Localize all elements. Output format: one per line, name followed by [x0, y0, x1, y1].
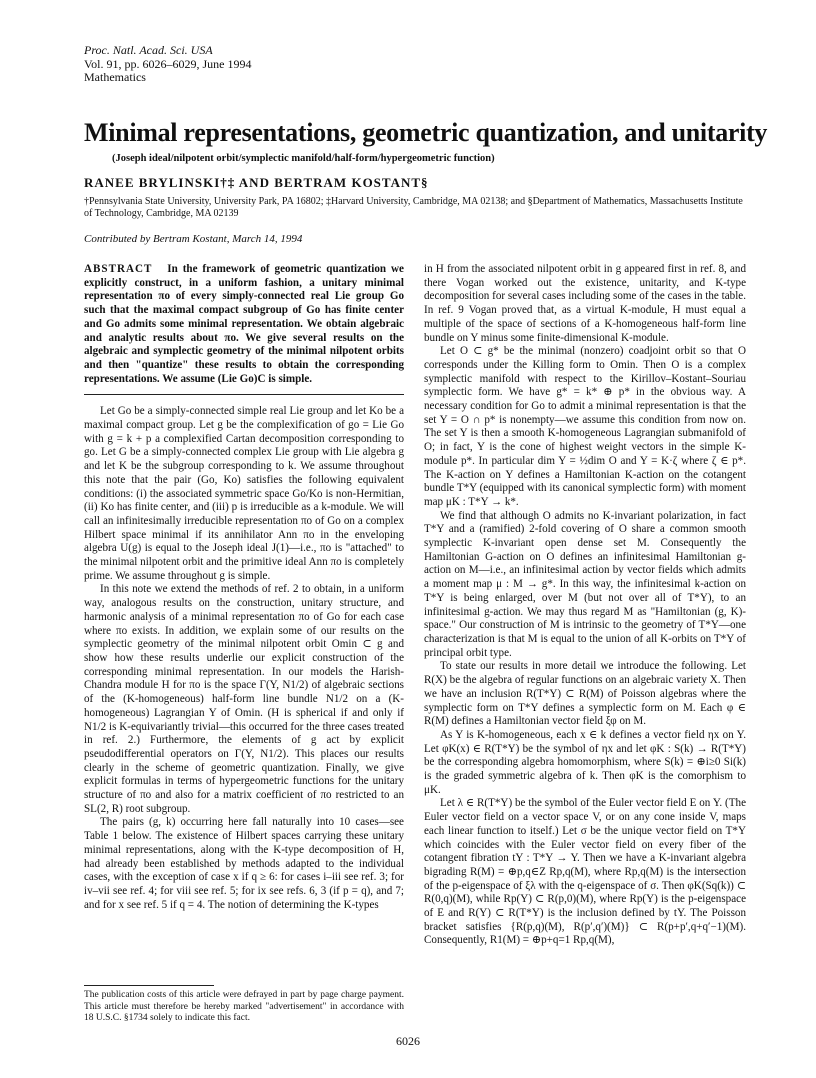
body-paragraph: Let λ ∈ R(T*Y) be the symbol of the Euler vector field E on Y. (The Euler vector field on a vector space V, or on any cone inside V, maps each linear function to itself.) Let σ be the unique vector field on T*Y which coincides with the Euler vector field on every fiber of the cotangent fibration tY : T*Y → Y. Then we have a K-invariant algebra bigrading R(M) = ⊕p,q∈Z Rp,q(M), where Rp,q(M) is the intersection of the p-eigenspace of ξλ with the q-eigenspace of σ. Then φK(Sq(k)) ⊂ R(0,q)(M), while Rp(Y) ⊂ R(p,0)(M), where Rp(Y) is the p-eigenspace of E and R(Y) ⊂ R(T*Y) is the inclusion defined by tY. The Poisson bracket satisfies {R(p,q)(M), R(p′,q′)(M)} ⊂ R(p+p′,q+q′−1)(M). Consequently, R1(M) = ⊕p+q=1 Rp,q(M),: [424, 797, 746, 947]
body-paragraph: Let O ⊂ g* be the minimal (nonzero) coadjoint orbit so that O corresponds under the Killing form to Omin. Then O is a complex symplectic manifold with respect to the Kirillov–Kostant–Souriau symplectic form. We have g* = k* ⊕ p* in the obvious way. A necessary condition for Go to admit a minimal representation is that the set Y = O ∩ p* is nonempty—we assume this condition from now on. The set Y is then a smooth K-homogeneous Lagrangian submanifold of O; in fact, Y is the cone of highest weight vectors in the simple K-module p*. In particular dim Y = ½dim O and Y = K·ζ where ζ ∈ p*. The K-action on Y defines a Hamiltonian K-action on the cotangent bundle T*Y (equipped with its canonical symplectic form) with moment map μK : T*Y → k*.: [424, 345, 746, 508]
abstract: [84, 263, 404, 386]
affiliations: †Pennsylvania State University, University Park, PA 16802; ‡Harvard University, Cambridge, MA 02138; and §Department of Mathematics, Massachusetts Institute of Technology, Cambridge, MA 02139: [84, 196, 743, 219]
contributed-line: Contributed by Bertram Kostant, March 14, 1994: [84, 233, 303, 245]
abstract-text: In the framework of geometric quantization we explicitly construct, in a uniform fashion, a unitary minimal representation πo of every simply-connected real Lie group Go such that the maximal compact subgroup of Go has finite center and Go admits some minimal representation. We obtain algebraic and analytic results about πo. We give several results on the algebraic and symplectic geometry of the minimal nilpotent orbits and then "quantize" these results to obtain the corresponding representations. We assume (Lie Go)C is simple.: [84, 263, 404, 385]
journal-volume: Vol. 91, pp. 6026–6029, June 1994: [84, 56, 252, 71]
abstract-label: ABSTRACT: [84, 263, 153, 275]
footnote-divider: [84, 985, 214, 986]
journal-section: Mathematics: [84, 70, 146, 84]
body-paragraph: The pairs (g, k) occurring here fall naturally into 10 cases—see Table 1 below. The existence of Hilbert spaces carrying these unitary minimal representations, along with the K-type decomposition of H, had already been established by methods adapted to the individual cases, with the exception of case x if q ≥ 6: for cases i–iii see ref. 3; for iv–vii see ref. 4; for viii see ref. 5; for ix see refs. 6, 3 (if p = q), and 7; and for x see ref. 5 if q = 4. The notion of determining the K-types: [84, 816, 404, 911]
authors: RANEE BRYLINSKI†‡ AND BERTRAM KOSTANT§: [84, 175, 429, 190]
footnote: The publication costs of this article were defrayed in part by page charge payment. This article must therefore be hereby marked "advertisement" in accordance with 18 U.S.C. §1734 solely to indicate this fact.: [84, 990, 404, 1023]
body-paragraph: In this note we extend the methods of ref. 2 to obtain, in a uniform way, analogous results on the construction, unitary structure, and harmonic analysis of a minimal representation πo of Go for each case where πo exists. In addition, we explain some of our results on the symplectic geometry of the minimal nilpotent orbit Omin ⊂ g and show how these results underlie our explicit construction of the corresponding minimal representation. In our models the Harish-Chandra module H for πo is the space Γ(Y, N1/2) of algebraic sections of the (K-homogeneous) half-form line bundle N1/2 on a (K-homogeneous) Lagrangian Y of Omin. (H is spherical if and only if N1/2 is K-equivariantly trivial—this occurred for the three cases treated in ref. 2.) Furthermore, the elements of g act by explicit pseudodifferential operators on Γ(Y, N1/2). This places our results clearly in the scheme of geometric quantization. Finally, we give explicit formulas in terms of hypergeometric functions for the unitary structure of πo and also for a matrix coefficient of πo restricted to an SL(2, R) root subgroup.: [84, 583, 404, 815]
paper-title: Minimal representations, geometric quantization, and unitarity: [84, 118, 768, 147]
right-column: [424, 263, 746, 948]
journal-name: Proc. Natl. Acad. Sci. USA: [84, 43, 213, 57]
abstract-divider: [84, 394, 404, 395]
body-paragraph: To state our results in more detail we introduce the following. Let R(X) be the algebra of regular functions on an algebraic variety X. Then we have an inclusion R(T*Y) ⊂ R(M) of Poisson algebras where the symplectic form on T*Y defines a symplectic form on M. Each φ ∈ R(M) defines a Hamiltonian vector field ξφ on M.: [424, 660, 746, 728]
body-paragraph: As Y is K-homogeneous, each x ∈ k defines a vector field ηx on Y. Let φK(x) ∈ R(T*Y) be the symbol of ηx and let φK : S(k) → R(T*Y) be the corresponding algebra homomorphism, where S(k) = ⊕i≥0 Si(k) is the graded symmetric algebra of k. Then φK is the comorphism to μK.: [424, 728, 746, 796]
body-paragraph: We find that although O admits no K-invariant polarization, in fact T*Y and a (ramified) 2-fold covering of O share a common smooth symplectic K-invariant open dense set M. Consequently the Hamiltonian G-action on O defines an infinitesimal Hamiltonian g-action on M—i.e., an infinitesimal action by vector fields which admits a moment map μ : M → g*. In this way, the infinitesimal k-action on T*Y is being enlarged, over M (but not over all of T*Y), to an infinitesimal g-action. We may thus regard M as "Hamiltonian (g, K)-space." Our construction of M is intrinsic to the geometry of T*Y—one characterization is that M is equal to the union of all K-orbits on T*Y of principal orbit type.: [424, 509, 746, 659]
journal-header: [84, 44, 251, 85]
body-paragraph: in H from the associated nilpotent orbit in g appeared first in ref. 8, and there Vogan worked out the existence, unitarity, and K-type decomposition for several cases including some of the cases in the table. In ref. 9 Vogan proved that, as a virtual K-module, H must equal a multiple of the space of sections of a K-homogeneous half-form line bundle on Y minus some finite-dimensional K-module.: [424, 263, 746, 344]
left-column: [84, 263, 404, 912]
page-number: 6026: [396, 1034, 420, 1048]
body-paragraph: Let Go be a simply-connected simple real Lie group and let Ko be a maximal compact group. Let g be the complexification of go = Lie Go with g = k + p a complexified Cartan decomposition corresponding to go. Let G be a simply-connected complex Lie group with Lie algebra g and let K be the subgroup corresponding to k. We assume throughout this note that the pair (Go, Ko) satisfies the following equivalent conditions: (i) the associated symmetric space Go/Ko is non-Hermitian, (ii) Ko has finite center, and (iii) p is irreducible as a k-module. We will call an infinitesimally irreducible representation πo of Go on a complex Hilbert space minimal if its annihilator Ann πo in the enveloping algebra U(g) is equal to the Joseph ideal J(1)—i.e., πo is "attached" to the minimal nilpotent orbit and the primitive ideal Ann πo is completely prime. We assume throughout g is simple.: [84, 405, 404, 582]
keywords: (Joseph ideal/nilpotent orbit/symplectic manifold/half-form/hypergeometric function): [112, 153, 495, 164]
